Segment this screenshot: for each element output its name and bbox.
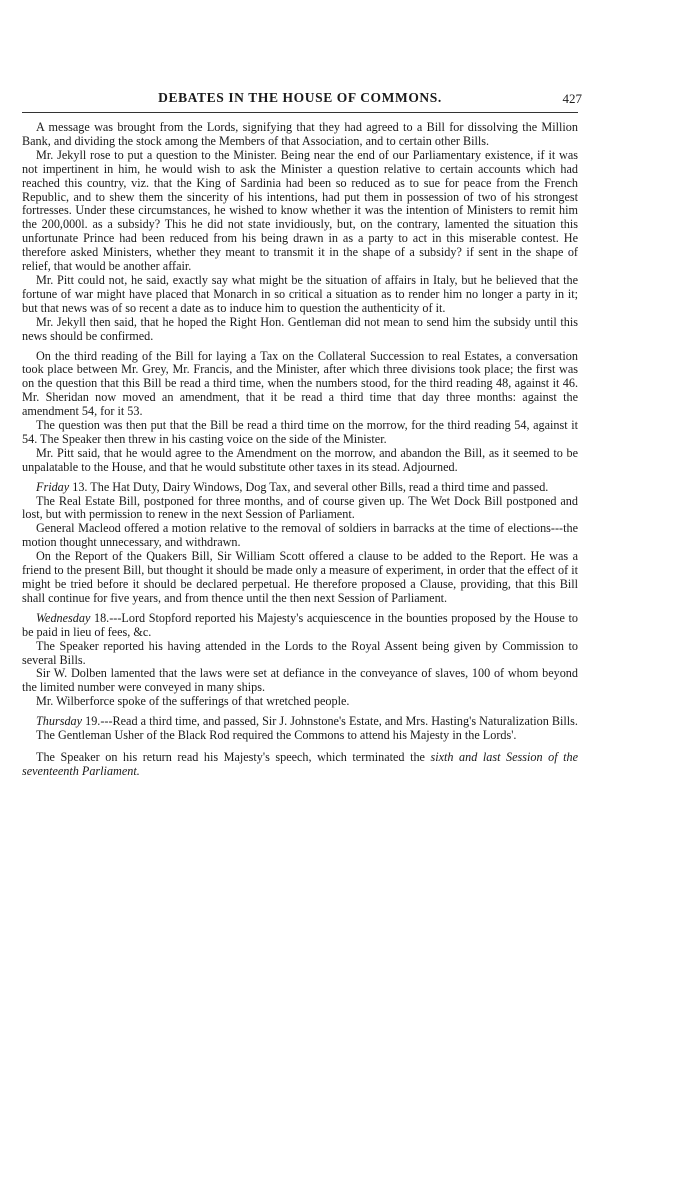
paragraph-text: The Speaker reported his having attended in the Lords to the Royal Assent being given by Commission to several Bills. xyxy=(22,638,578,667)
paragraph xyxy=(22,149,578,274)
paragraph-text: Mr. Pitt said, that he would agree to the Amendment on the morrow, and abandon the Bill, as it seemed to be unpalatable to the House, and that he would substitute other taxes in its stead. Adjourned. xyxy=(22,445,578,474)
paragraph xyxy=(22,274,578,316)
closing-italic-text: sixth and last Session of the seventeenth Parliament. xyxy=(22,749,579,778)
day-label: Thursday xyxy=(36,714,83,729)
paragraph xyxy=(22,751,578,779)
paragraph-text: Mr. Wilberforce spoke of the sufferings of that wretched people. xyxy=(36,694,350,709)
page-header xyxy=(22,90,582,113)
paragraph xyxy=(22,667,578,695)
paragraph xyxy=(22,495,578,523)
paragraph xyxy=(22,316,578,344)
day-label: Wednesday xyxy=(36,610,91,625)
paragraph-text: 18.---Lord Stopford reported his Majesty's acquiescence in the bounties proposed by the House to be paid in lieu of fees, &c. xyxy=(22,610,578,639)
paragraph-text: Mr. Pitt could not, he said, exactly say what might be the situation of affairs in Italy, but he believed that the fortune of war might have placed that Monarch in so critical a situation as to render him no longer a party in it; but that news was of so recent a date as to induce him to question the authenticity of it. xyxy=(22,272,578,315)
body-text xyxy=(22,121,578,779)
paragraph-text: A message was brought from the Lords, signifying that they had agreed to a Bill for dissolving the Million Bank, and dividing the stock among the Members of that Association, and to certain other Bills. xyxy=(22,120,578,148)
paragraph xyxy=(22,695,578,709)
paragraph-text: 19.---Read a third time, and passed, Sir J. Johnstone's Estate, and Mrs. Hasting's Naturalization Bills. xyxy=(82,714,578,729)
paragraph xyxy=(22,612,578,640)
paragraph-text: The Real Estate Bill, postponed for three months, and of course given up. The Wet Dock Bill postponed and lost, but with permission to renew in the next Session of Parliament. xyxy=(22,493,578,522)
paragraph xyxy=(22,522,578,550)
paragraph-text: Mr. Jekyll then said, that he hoped the Right Hon. Gentleman did not mean to send him the subsidy until this news should be confirmed. xyxy=(22,314,578,343)
paragraph xyxy=(22,550,578,606)
paragraph xyxy=(22,350,578,420)
paragraph xyxy=(22,715,578,729)
paragraph-text: On the third reading of the Bill for laying a Tax on the Collateral Succession to real Estates, a conversation took place between Mr. Grey, Mr. Francis, and the Minister, after which three divisions took place; the first was on the question that this Bill be read a third time, when the numbers stood, for the third reading 48, against it 46. Mr. Sheridan now moved an amendment, that it be read a third time that day three months: against the amendment 54, for it 53. xyxy=(22,348,578,419)
paragraph xyxy=(22,121,578,149)
paragraph xyxy=(22,481,578,495)
paragraph-text: The Speaker on his return read his Majesty's speech, which terminated the xyxy=(36,749,431,764)
paragraph-text: The Gentleman Usher of the Black Rod required the Commons to attend his Majesty in the Lords'. xyxy=(36,728,517,743)
paragraph-text: General Macleod offered a motion relative to the removal of soldiers in barracks at the time of elections---the motion thought unnecessary, and withdrawn. xyxy=(22,521,578,550)
running-head: DEBATES IN THE HOUSE OF COMMONS. xyxy=(158,90,442,105)
page-number: 427 xyxy=(562,91,582,106)
paragraph xyxy=(22,729,578,743)
paragraph-text: 13. The Hat Duty, Dairy Windows, Dog Tax, and several other Bills, read a third time and passed. xyxy=(69,479,549,494)
paragraph-text: Mr. Jekyll rose to put a question to the Minister. Being near the end of our Parliamentary existence, if it was not impertinent in him, he would wish to ask the Minister a question relative to certain accounts which had reached this country, viz. that the King of Sardinia had been so reduced as to sue for peace from the French Republic, and to shew them the sincerity of his intentions, had put them in possession of two of his strongest fortresses. Under these circumstances, he wished to know whether it was the intention of Ministers to remit him the 200,000l. as a subsidy? This he did not state invidiously, but, on the contrary, lamented the situation this unfortunate Prince had been reduced from his being drawn in as a party to act in this miserable contest. He therefore asked Ministers, whether they meant to transmit it in the shape of a subsidy? if sent in the shape of relief, that would be another affair. xyxy=(22,147,578,274)
day-label: Friday xyxy=(36,479,70,494)
paragraph xyxy=(22,640,578,668)
document-page xyxy=(22,90,582,779)
paragraph-text: On the Report of the Quakers Bill, Sir William Scott offered a clause to be added to the Report. He was a friend to the present Bill, but thought it should be made only a measure of experiment, in order that the effect of it might be tried before it should be declared perpetual. He therefore proposed a Clause, providing, that this Bill shall continue for five years, and from thence until the then next Session of Parliament. xyxy=(22,549,578,605)
paragraph xyxy=(22,419,578,447)
paragraph-text: Sir W. Dolben lamented that the laws were set at defiance in the conveyance of slaves, 100 of whom beyond the limited number were conveyed in many ships. xyxy=(22,666,578,695)
paragraph xyxy=(22,447,578,475)
paragraph-text: The question was then put that the Bill be read a third time on the morrow, for the third reading 54, against it 54. The Speaker then threw in his casting voice on the side of the Minister. xyxy=(22,418,578,446)
